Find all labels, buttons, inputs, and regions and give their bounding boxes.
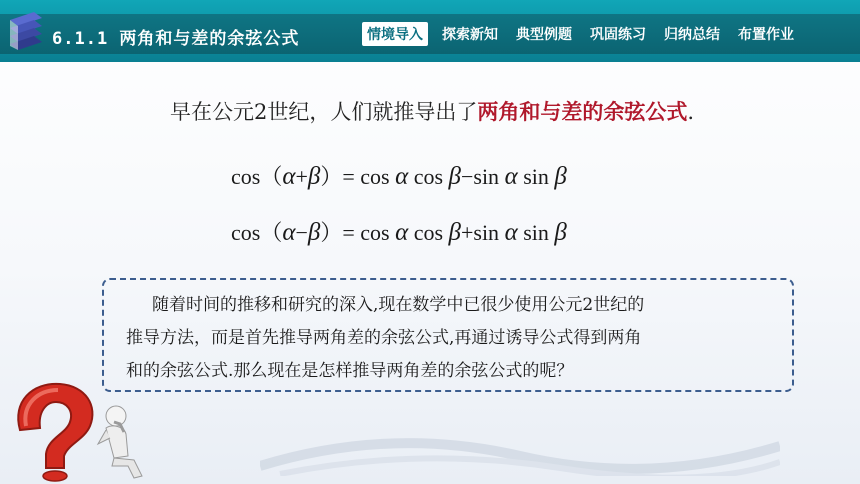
formula-cos-sum bbox=[231, 160, 567, 191]
tab-explore-new[interactable]: 探索新知 bbox=[442, 27, 498, 43]
intro-suffix: . bbox=[687, 100, 695, 124]
formula-cos-difference bbox=[231, 216, 567, 247]
formula-text: cos（ bbox=[231, 220, 283, 245]
formula-text: +sin bbox=[460, 220, 505, 245]
course-title: 6.1.1 两角和与差的余弦公式 bbox=[52, 29, 300, 49]
beta-symbol: β bbox=[307, 163, 321, 190]
beta-symbol: β bbox=[554, 163, 567, 190]
intro-highlight: 两角和与差的余弦公式 bbox=[477, 99, 688, 124]
formula-text: cos（ bbox=[231, 164, 283, 189]
alpha-symbol: α bbox=[395, 219, 409, 246]
background-decoration bbox=[260, 416, 780, 476]
alpha-symbol: α bbox=[504, 219, 518, 246]
formula-text: −sin bbox=[460, 164, 505, 189]
beta-symbol: β bbox=[554, 219, 567, 246]
note-line-3: 和的余弦公式.那么现在是怎样推导两角差的余弦公式的呢？ bbox=[126, 361, 574, 381]
nav-tabs bbox=[362, 22, 798, 46]
note-line-2: 推导方法，而是首先推导两角差的余弦公式,再通过诱导公式得到两角 bbox=[126, 328, 642, 348]
note-line-1: 随着时间的推移和研究的深入,现在数学中已很少使用公元2世纪的 bbox=[152, 295, 645, 315]
intro-prefix: 早在公元2世纪，人们就推导出了 bbox=[170, 100, 478, 124]
beta-symbol: β bbox=[448, 163, 461, 190]
formula-text: ）= cos bbox=[320, 164, 396, 189]
beta-symbol: β bbox=[448, 219, 461, 246]
formula-text: ）= cos bbox=[320, 220, 396, 245]
tab-practice[interactable]: 巩固练习 bbox=[590, 27, 646, 43]
alpha-symbol: α bbox=[395, 163, 409, 190]
formula-text: cos bbox=[408, 220, 449, 245]
book-stack-icon bbox=[4, 8, 46, 54]
alpha-symbol: α bbox=[504, 163, 518, 190]
tab-homework[interactable]: 布置作业 bbox=[738, 27, 794, 43]
header-bar bbox=[0, 0, 860, 62]
alpha-symbol: α bbox=[282, 163, 296, 190]
tab-typical-examples[interactable]: 典型例题 bbox=[516, 27, 572, 43]
tab-summary[interactable]: 归纳总结 bbox=[664, 27, 720, 43]
thinking-figure-question-mark bbox=[2, 372, 152, 482]
tab-situation-intro[interactable]: 情境导入 bbox=[362, 22, 428, 46]
formula-operator: − bbox=[295, 220, 308, 245]
formula-text: sin bbox=[517, 220, 555, 245]
formula-text: sin bbox=[517, 164, 555, 189]
alpha-symbol: α bbox=[282, 219, 296, 246]
formula-operator: + bbox=[295, 164, 308, 189]
formula-text: cos bbox=[408, 164, 449, 189]
note-box bbox=[102, 278, 794, 392]
intro-sentence bbox=[170, 96, 694, 126]
beta-symbol: β bbox=[307, 219, 321, 246]
